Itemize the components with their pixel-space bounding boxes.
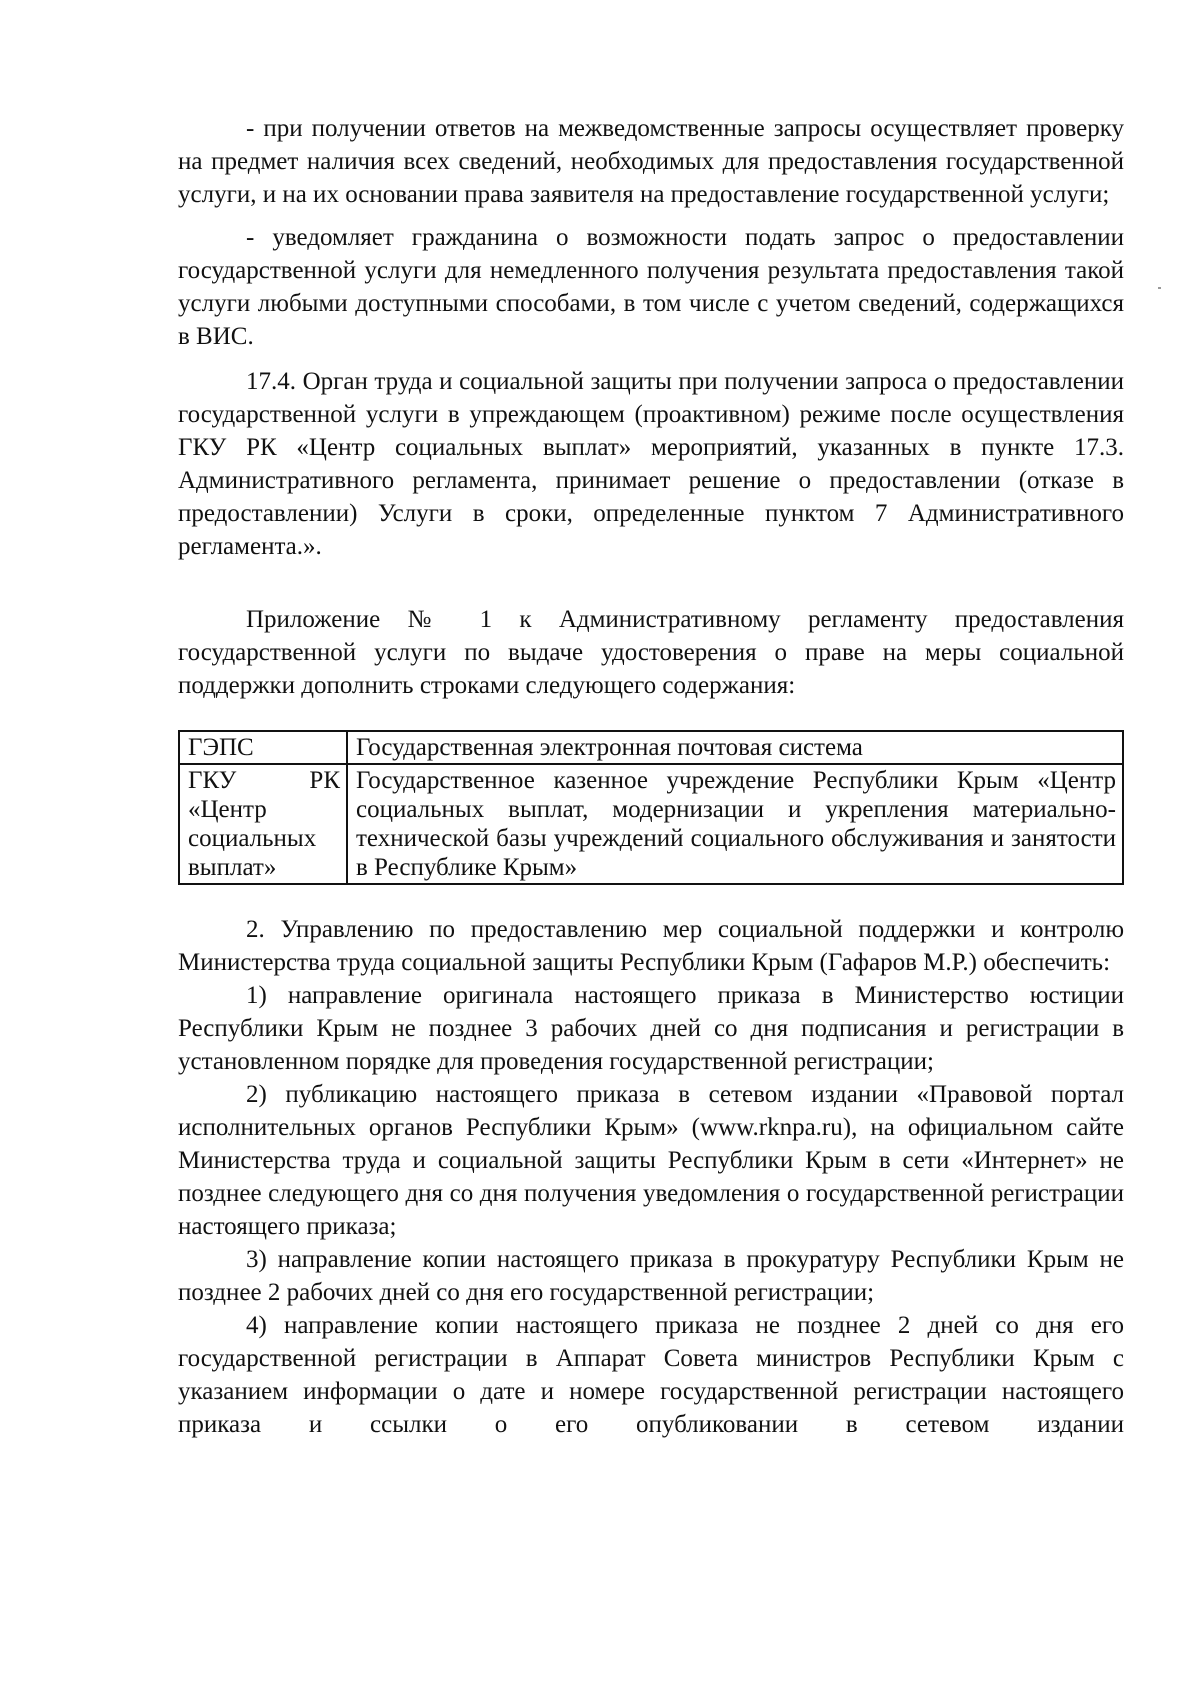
paragraph-item-4: 4) направление копии настоящего приказа не позднее 2 дней со дня его государственной регистрации в Аппарат Совета министров Республики Крым с указанием информации о дате и номере государственной регистрации настоящего приказа и ссылки о его опубликовании в сетевом издании	[178, 1312, 1124, 1438]
paragraph-item-1: 1) направление оригинала настоящего приказа в Министерство юстиции Республики Крым не позднее 3 рабочих дней со дня подписания и регистрации в установленном порядке для проведения государственной регистрации;	[178, 982, 1124, 1075]
paragraph-item-2: 2) публикацию настоящего приказа в сетевом издании «Правовой портал исполнительных органов Республики Крым» (www.rknpa.ru), на официальном сайте Министерства труда и социальной защиты Республики Крым в сети «Интернет» не позднее следующего дня со дня получения уведомления о государственной регистрации настоящего приказа;	[178, 1081, 1124, 1240]
abbreviation-term: ГКУ РК «Центр социальных выплат»	[179, 764, 347, 884]
document-body	[178, 112, 1124, 1441]
table-row	[179, 731, 1123, 764]
abbreviation-definition: Государственное казенное учреждение Республики Крым «Центр социальных выплат, модернизации и укрепления материально-технической базы учреждений социального обслуживания и занятости в Республике Крым»	[347, 764, 1123, 884]
paragraph-2-directive: 2. Управлению по предоставлению мер социальной поддержки и контролю Министерства труда социальной защиты Республики Крым (Гафаров М.Р.) обеспечить:	[178, 916, 1124, 976]
abbreviations-table	[178, 730, 1124, 885]
paragraph-item-3: 3) направление копии настоящего приказа в прокуратуру Республики Крым не позднее 2 рабочих дней со дня его государственной регистрации;	[178, 1246, 1124, 1306]
paragraph-17-4: 17.4. Орган труда и социальной защиты при получении запроса о предоставлении государственной услуги в упреждающем (проактивном) режиме после осуществления ГКУ РК «Центр социальных выплат» мероприятий, указанных в пункте 17.3. Административного регламента, принимает решение о предоставлении (отказе в предоставлении) Услуги в сроки, определенные пунктом 7 Административного регламента.».	[178, 368, 1124, 560]
table-row	[179, 764, 1123, 884]
paragraph-notify-citizen: - уведомляет гражданина о возможности подать запрос о предоставлении государственной услуги для немедленного получения результата предоставления такой услуги любыми доступными способами, в том числе с учетом сведений, содержащихся в ВИС.	[178, 224, 1124, 350]
abbreviation-definition: Государственная электронная почтовая система	[347, 731, 1123, 764]
appendix-intro: Приложение № 1 к Административному регламенту предоставления государственной услуги по выдаче удостоверения о праве на меры социальной поддержки дополнить строками следующего содержания:	[178, 606, 1124, 699]
scan-artifact-dot	[1158, 287, 1161, 289]
abbreviation-term: ГЭПС	[179, 731, 347, 764]
paragraph-interagency-check: - при получении ответов на межведомственные запросы осуществляет проверку на предмет наличия всех сведений, необходимых для предоставления государственной услуги, и на их основании права заявителя на предоставление государственной услуги;	[178, 115, 1124, 208]
